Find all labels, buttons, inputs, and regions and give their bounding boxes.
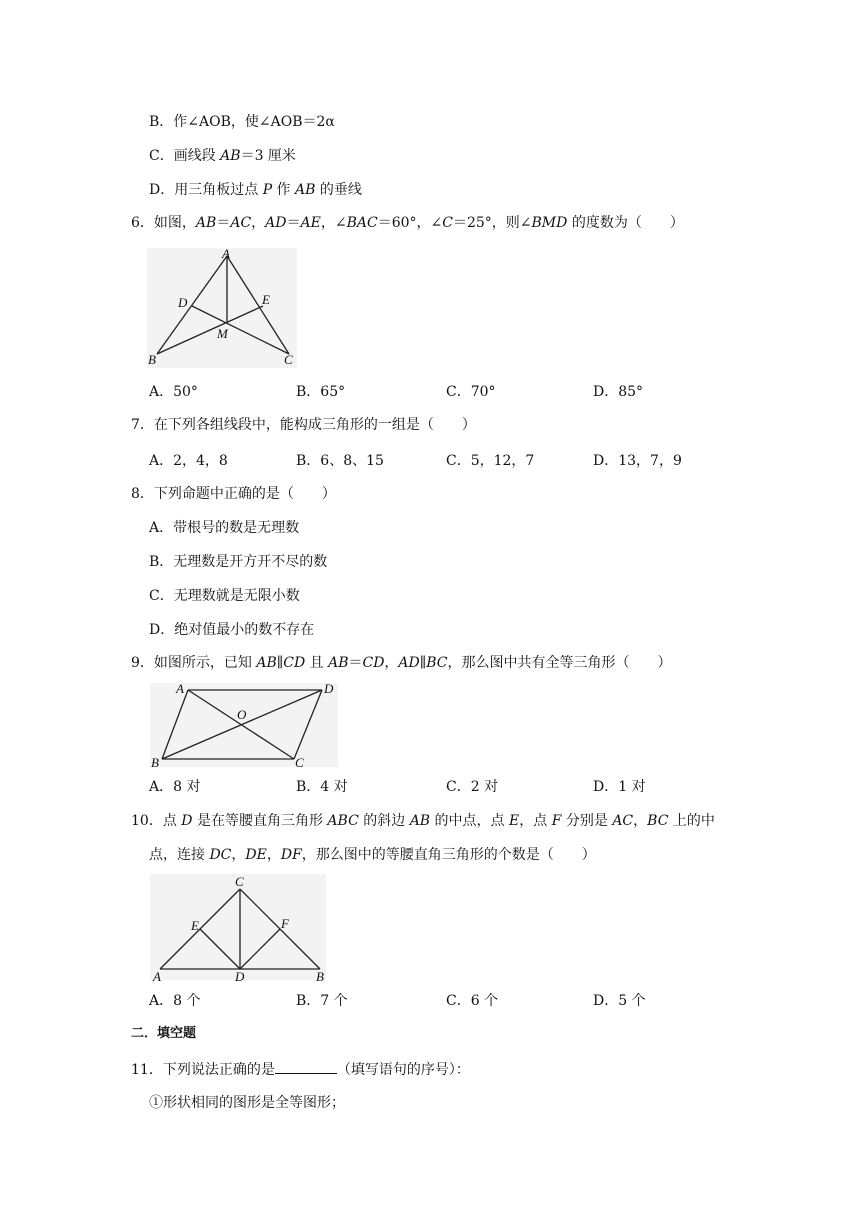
q9-label-b: B [151, 755, 159, 770]
q9-label-c: C [295, 755, 304, 770]
q10-label-a: A [153, 969, 161, 984]
q9-label-d: D [324, 681, 334, 696]
q10-label-c: C [235, 874, 244, 889]
q10-option-a: A．8 个 [149, 993, 201, 1009]
q10-stem-line2: 点，连接 DC，DE，DF，那么图中的等腰直角三角形的个数是（ ） [149, 847, 596, 863]
q5-option-c: C．画线段 AB＝3 厘米 [149, 148, 296, 164]
q10-label-f: F [281, 916, 289, 931]
q10-label-d: D [235, 969, 245, 984]
q6-figure-background [147, 248, 297, 368]
section-title-fill-in: 二．填空题 [131, 1026, 197, 1041]
q6-label-a: A [222, 246, 230, 261]
q10-option-b: B．7 个 [296, 993, 348, 1009]
q10-option-c: C．6 个 [446, 993, 499, 1009]
q10-label-b: B [316, 969, 324, 984]
q6-stem: 6．如图，AB＝AC，AD＝AE，∠BAC＝60°，∠C＝25°，则∠BMD 的度数为（ ） [131, 215, 684, 231]
q10-figure-background [150, 874, 326, 980]
q6-label-m: M [217, 326, 228, 341]
q8-option-b: B．无理数是开方开不尽的数 [149, 554, 328, 570]
q10-figure [148, 872, 328, 982]
q6-label-c: C [284, 352, 293, 367]
q7-stem: 7．在下列各组线段中，能构成三角形的一组是（ ） [131, 417, 476, 433]
q9-option-c: C．2 对 [446, 779, 499, 795]
q6-option-d: D．85° [593, 384, 644, 400]
q7-option-c: C．5，12，7 [446, 453, 535, 469]
q10-option-d: D．5 个 [593, 993, 646, 1009]
q9-figure [148, 681, 340, 769]
q6-label-d: D [178, 295, 188, 310]
q6-option-c: C．70° [446, 384, 496, 400]
q9-option-d: D．1 对 [593, 779, 646, 795]
q6-option-a: A．50° [149, 384, 198, 400]
q9-option-b: B．4 对 [296, 779, 348, 795]
q11-item-1: ①形状相同的图形是全等图形； [149, 1095, 345, 1111]
q8-stem: 8．下列命题中正确的是（ ） [131, 486, 336, 502]
q5-option-b: B．作∠AOB，使∠AOB＝2α [149, 114, 335, 130]
q8-option-a: A．带根号的数是无理数 [149, 520, 300, 536]
q10-label-e: E [191, 918, 199, 933]
q6-option-b: B．65° [296, 384, 346, 400]
q5-option-d: D．用三角板过点 P 作 AB 的垂线 [149, 182, 362, 198]
q10-stem-line1: 10．点 D 是在等腰直角三角形 ABC 的斜边 AB 的中点，点 E，点 F 分别是 AC，BC 上的中 [131, 813, 715, 829]
q7-option-b: B．6、8、15 [296, 453, 384, 469]
q8-option-c: C．无理数就是无限小数 [149, 588, 300, 604]
q9-option-a: A．8 对 [149, 779, 201, 795]
q6-label-b: B [148, 352, 156, 367]
q9-label-a: A [176, 681, 184, 696]
q11-answer-blank[interactable] [275, 1059, 337, 1074]
q11-stem: 11．下列说法正确的是 （填写语句的序号）： [131, 1059, 470, 1080]
q9-stem: 9．如图所示，已知 AB∥CD 且 AB＝CD，AD∥BC，那么图中共有全等三角形（ ） [131, 655, 672, 671]
q6-label-e: E [262, 292, 270, 307]
q6-figure [145, 246, 300, 370]
q9-label-o: O [237, 707, 247, 722]
q7-option-a: A．2，4，8 [149, 453, 228, 469]
q7-option-d: D．13，7，9 [593, 453, 682, 469]
q8-option-d: D．绝对值最小的数不存在 [149, 622, 315, 638]
